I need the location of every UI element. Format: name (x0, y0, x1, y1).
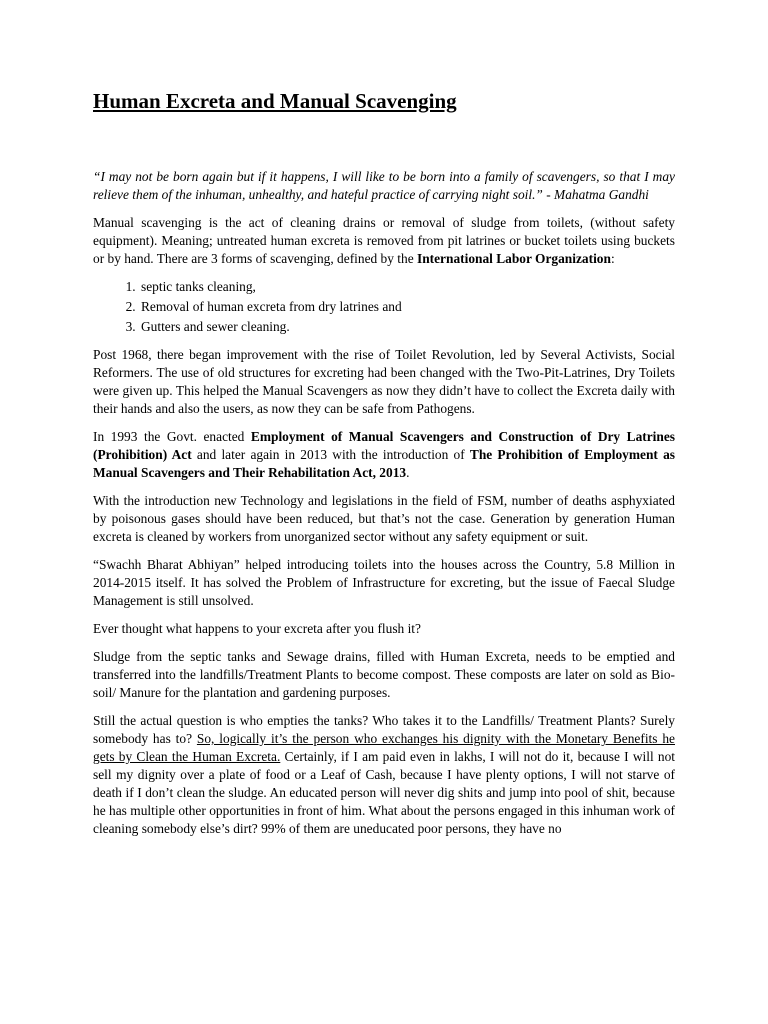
dignity-underlined: So, logically it’s the person who exchanges his dignity with the Monetary Benefits he gets by Clean the Human Excreta. (93, 731, 675, 764)
paragraph-swachh-bharat: “Swachh Bharat Abhiyan” helped introducing toilets into the houses across the Country, 5.8 Million in 2014-2015 itself. It has solved the Problem of Infrastructure for excreting, but the issue of Faecal Sludge Management is still unsolved. (93, 557, 675, 608)
paragraph-fsm: With the introduction new Technology and legislations in the field of FSM, number of deaths asphyxiated by poisonous gases should have been reduced, but that’s not the case. Generation by generation Human excreta is cleaned by workers from unorganized sector without any safety equipment or suit. (93, 493, 675, 544)
dignity-text-a: Still the actual question is who empties the tanks? Who takes it to the Landfills/ Treatment Plants? Surely somebody has to? (93, 713, 675, 746)
list-item: 1. septic tanks cleaning, (139, 278, 675, 296)
document-page (93, 86, 675, 848)
paragraph-question: Ever thought what happens to your excreta after you flush it? (93, 621, 421, 636)
act-2013: The Prohibition of Employment as Manual Scavengers and Their Rehabilitation Act, 2013 (93, 447, 675, 480)
paragraph-dignity (93, 712, 675, 838)
act-1993: Employment of Manual Scavengers and Construction of Dry Latrines (Prohibition) Act (93, 429, 675, 462)
dignity-text-b: Certainly, if I am paid even in lakhs, I will not do it, because I will not sell my dignity over a plate of food or a Leaf of Cash, because I have plenty options, I will not starve of death if I don’t clean the sludge. An educated person will never dig shits and jump into pool of shit, because he has multiple other opportunities in front of him. What about the persons engaged in this inhuman work of cleaning somebody else’s dirt? 99% of them are uneducated poor persons, they have no (93, 749, 675, 836)
scavenging-forms-list (93, 278, 675, 336)
definition-end: : (610, 251, 615, 266)
document-title: Human Excreta and Manual Scavenging (93, 89, 457, 113)
paragraph-legislation (93, 428, 675, 482)
legislation-text-b: and later again in 2013 with the introduction of (191, 447, 470, 462)
definition-text: Manual scavenging is the act of cleaning drains or removal of sludge from toilets, (without safety equipment). Meaning; untreated human excreta is removed from pit latrines or bucket toilets using buckets or by hand. There are 3 forms of scavenging, defined by the (93, 215, 675, 266)
paragraph-toilet-revolution: Post 1968, there began improvement with the rise of Toilet Revolution, led by Several Activists, Social Reformers. The use of old structures for excreting had been changed with the Two-Pit-Latrines, Dry Toilets were given up. This helped the Manual Scavengers as now they didn’t have to collect the Excreta daily with their hands and also the users, as now they can be safe from Pathogens. (93, 347, 675, 416)
paragraph-sludge: Sludge from the septic tanks and Sewage drains, filled with Human Excreta, needs to be emptied and transferred into the landfills/Treatment Plants to become compost. These composts are later on sold as Bio-soil/ Manure for the plantation and gardening purposes. (93, 649, 675, 700)
list-item: 2. Removal of human excreta from dry latrines and (139, 298, 675, 316)
paragraph-definition (93, 214, 675, 268)
ilo-name: International Labor Organization (417, 251, 611, 266)
list-item: 3. Gutters and sewer cleaning. (139, 318, 675, 336)
legislation-text-a: In 1993 the Govt. enacted (93, 429, 251, 444)
gandhi-quote: “I may not be born again but if it happens, I will like to be born into a family of scavengers, so that I may relieve them of the inhuman, unhealthy, and hateful practice of carrying night soil.” - Mahatma Gandhi (93, 169, 675, 202)
legislation-text-c: . (406, 465, 410, 480)
